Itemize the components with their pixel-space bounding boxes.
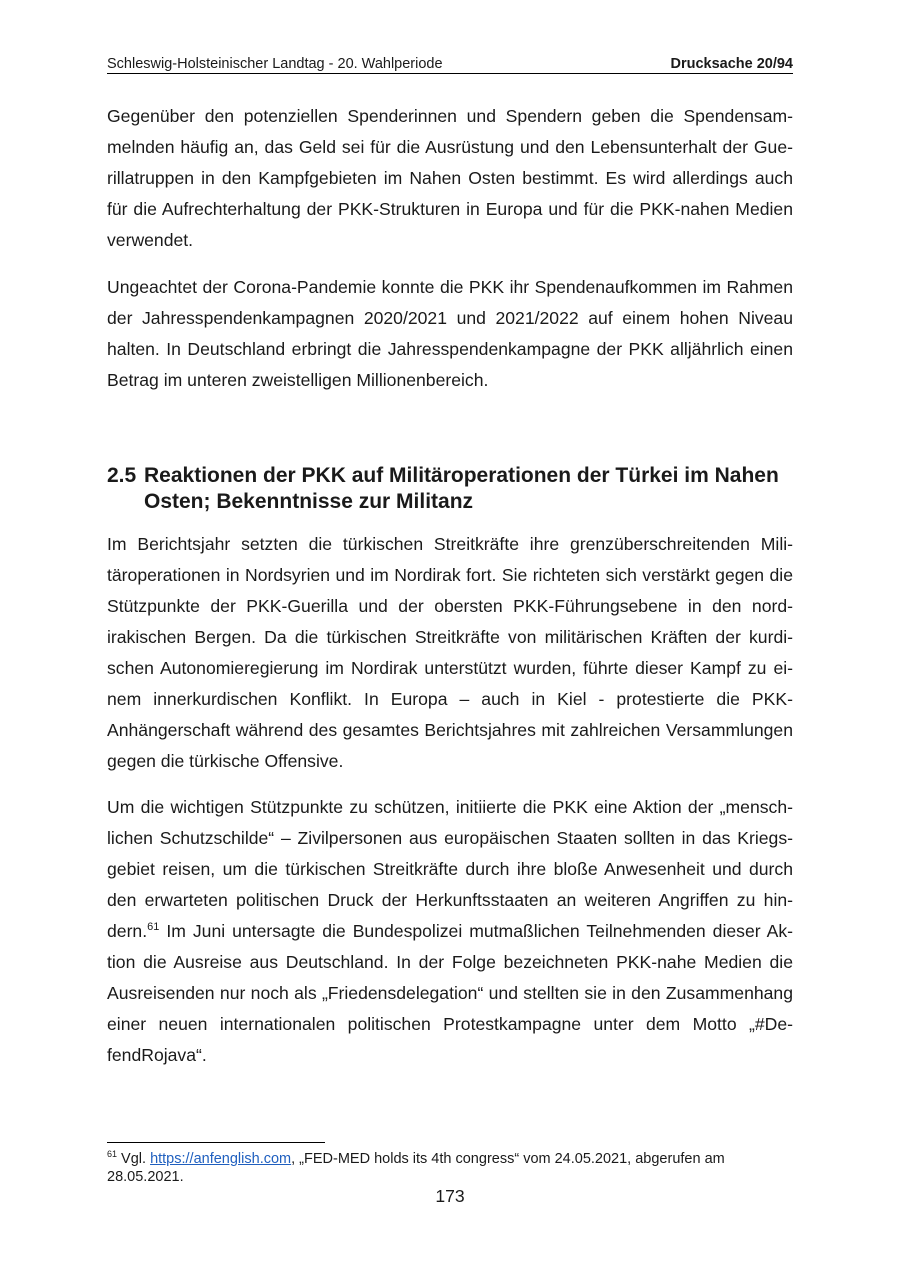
- footnote-prefix: Vgl.: [117, 1151, 151, 1167]
- paragraph-text: [107, 792, 793, 1071]
- footnote-suffix: , „FED-MED holds its 4th congress“ vom 24.05.2021, abgerufen am 28.05.2021.: [107, 1151, 725, 1185]
- footnote: [107, 1150, 797, 1186]
- paragraph-donations-use: [107, 101, 793, 256]
- footnote-separator: [107, 1142, 325, 1143]
- section-heading-line-1: [107, 463, 793, 489]
- paragraph-donation-campaign: [107, 272, 793, 396]
- page-header: [107, 55, 793, 74]
- paragraph-military-operations: [107, 529, 793, 777]
- footnote-reference[interactable]: 61: [147, 921, 160, 934]
- section-number: 2.5: [107, 464, 137, 487]
- paragraph-text-part-2: Im Juni untersagte die Bundespolizei mutmaßlichen Teilnehmenden dieser Aktion die Ausreise aus Deutschland. In der Folge bezeichneten PKK-nahe Medien die Ausreisenden nur noch als „Friedensdelegation“ und stellten sie in den Zusammenhang einer neuen internationalen politischen Protestkampagne unter dem Motto „#DefendRojava“.: [107, 921, 793, 1065]
- section-title-line-2: Osten; Bekenntnisse zur Militanz: [144, 490, 474, 513]
- header-document-number: Drucksache 20/94: [670, 56, 793, 72]
- section-heading: [107, 463, 793, 515]
- section-title-line-1: Reaktionen der PKK auf Militäroperationen der Türkei im Nahen: [144, 464, 779, 487]
- paragraph-text: Gegenüber den potenziellen Spenderinnen und Spendern geben die Spendensammelnden häufig an, das Geld sei für die Ausrüstung und den Lebensunterhalt der Guerillatruppen in den Kampfgebieten im Nahen Osten bestimmt. Es wird allerdings auch für die Aufrechterhaltung der PKK-Strukturen in Europa und für die PKK-nahen Medien verwendet.: [107, 106, 793, 250]
- paragraph-text: Im Berichtsjahr setzten die türkischen Streitkräfte ihre grenzüberschreitenden Militäroperationen in Nordsyrien und im Nordirak fort. Sie richteten sich verstärkt gegen die Stützpunkte der PKK-Guerilla und der obersten PKK-Führungsebene in den nordirakischen Bergen. Da die türkischen Streitkräfte von militärischen Kräften der kurdischen Autonomieregierung im Nordirak unterstützt wurden, führte dieser Kampf zu einem innerkurdischen Konflikt. In Europa – auch in Kiel - protestierte die PKK-Anhängerschaft während des gesamtes Berichtsjahres mit zahlreichen Versammlungen gegen die türkische Offensive.: [107, 534, 793, 771]
- header-parliament-title: Schleswig-Holsteinischer Landtag - 20. Wahlperiode: [107, 56, 443, 72]
- footnote-link[interactable]: https://anfenglish.com: [150, 1151, 292, 1167]
- page-number: 173: [435, 1186, 465, 1206]
- paragraph-text-part-1: Um die wichtigen Stützpunkte zu schützen, initiierte die PKK eine Aktion der „menschlichen Schutzschilde“ – Zivilpersonen aus europäischen Staaten sollten in das Kriegsgebiet reisen, um die türkischen Streitkräfte durch ihre bloße Anwesenheit und durch den erwarteten politischen Druck der Herkunftsstaaten an weiteren Angriffen zu hindern.: [107, 797, 793, 941]
- paragraph-text: Ungeachtet der Corona-Pandemie konnte die PKK ihr Spendenaufkommen im Rahmen der Jahresspendenkampagnen 2020/2021 und 2021/2022 auf einem hohen Niveau halten. In Deutschland erbringt die Jahresspendenkampagne der PKK alljährlich einen Betrag im unteren zweistelligen Millionenbereich.: [107, 277, 793, 390]
- footnote-marker: 61: [107, 1149, 118, 1160]
- paragraph-human-shields: [107, 792, 793, 1071]
